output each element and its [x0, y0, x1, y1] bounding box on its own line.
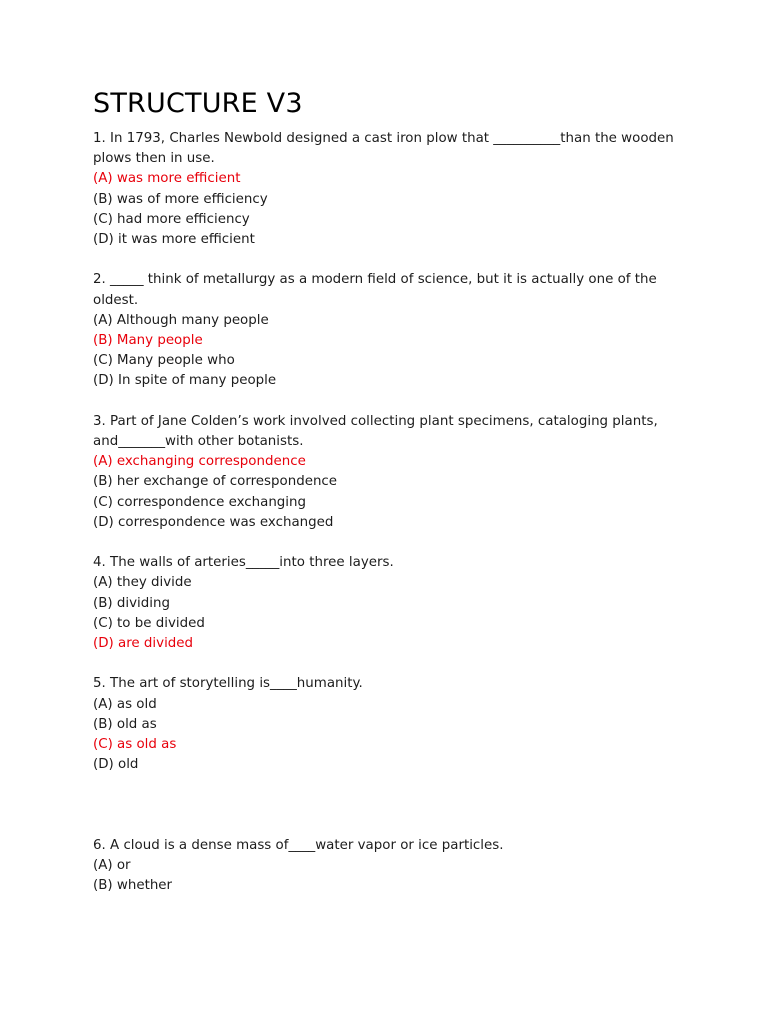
answer-option: (A) as old [93, 696, 157, 712]
answer-option: (D) it was more efficient [93, 232, 255, 248]
question-stem: 4. The walls of arteries_____into three layers. [93, 555, 394, 571]
answer-option: (A) Although many people [93, 312, 269, 328]
answer-option-correct: (D) are divided [93, 636, 194, 652]
answer-option: (C) had more efficiency [93, 211, 250, 227]
answer-option-correct: (C) as old as [93, 737, 177, 753]
answer-option: (C) Many people who [93, 353, 235, 369]
answer-option: (A) they divide [93, 575, 192, 591]
answer-option-correct: (B) Many people [93, 333, 203, 349]
answer-option: (B) dividing [93, 595, 170, 611]
answer-option: (D) old [93, 757, 139, 773]
spacer [93, 654, 683, 674]
answer-option-correct: (A) exchanging correspondence [93, 454, 306, 470]
question-2 [93, 270, 683, 391]
spacer [93, 250, 683, 270]
answer-option: (D) correspondence was exchanged [93, 514, 334, 530]
question-stem: 3. Part of Jane Colden’s work involved collecting plant specimens, cataloging plants, and_______with other botanists. [93, 413, 658, 450]
answer-option: (C) correspondence exchanging [93, 494, 307, 510]
question-stem: 6. A cloud is a dense mass of____water vapor or ice particles. [93, 838, 504, 854]
document-page [93, 86, 683, 897]
answer-option: (B) her exchange of correspondence [93, 474, 338, 490]
answer-option: (A) or [93, 858, 131, 874]
question-stem: 2. _____ think of metallurgy as a modern field of science, but it is actually one of the oldest. [93, 272, 657, 308]
question-5 [93, 674, 683, 775]
question-4 [93, 553, 683, 654]
answer-option-correct: (A) was more efficient [93, 171, 241, 187]
answer-option: (B) whether [93, 878, 173, 894]
answer-option: (B) old as [93, 716, 157, 732]
question-6 [93, 836, 683, 897]
question-stem: 1. In 1793, Charles Newbold designed a cast iron plow that __________than the wooden plows then in use. [93, 131, 674, 167]
document-title: STRUCTURE V3 [93, 88, 303, 119]
question-3 [93, 412, 683, 533]
question-stem: 5. The art of storytelling is____humanity. [93, 676, 363, 692]
spacer [93, 392, 683, 412]
answer-option: (D) In spite of many people [93, 373, 277, 389]
spacer [93, 775, 683, 836]
question-1 [93, 129, 683, 250]
answer-option: (B) was of more efficiency [93, 191, 268, 207]
spacer [93, 533, 683, 553]
answer-option: (C) to be divided [93, 615, 205, 631]
